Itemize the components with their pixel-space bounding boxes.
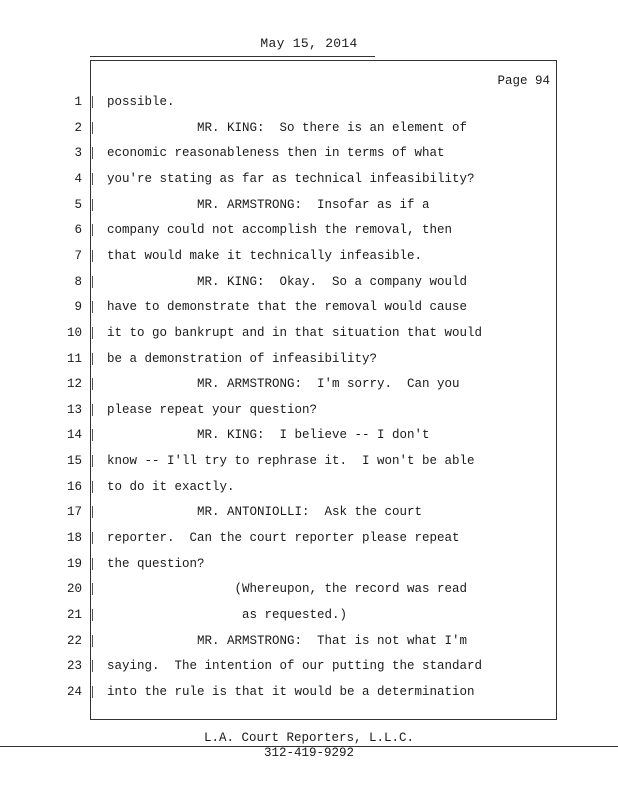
transcript-line xyxy=(0,221,618,239)
margin-tick xyxy=(92,429,93,441)
line-number: 9 xyxy=(74,300,82,315)
line-text: have to demonstrate that the removal would cause xyxy=(107,300,468,315)
line-text: know -- I'll try to rephrase it. I won't be able xyxy=(107,454,475,469)
line-text: MR. KING: Okay. So a company would xyxy=(107,274,468,289)
margin-tick xyxy=(92,558,93,570)
transcript-line xyxy=(0,529,618,547)
line-number: 7 xyxy=(74,248,82,263)
line-number: 22 xyxy=(66,633,82,648)
transcript-line xyxy=(0,401,618,419)
line-number: 15 xyxy=(66,454,82,469)
line-text: economic reasonableness then in terms of what xyxy=(107,146,445,161)
margin-tick xyxy=(92,660,93,672)
line-number: 14 xyxy=(66,428,82,443)
margin-tick xyxy=(92,353,93,365)
margin-tick xyxy=(92,404,93,416)
transcript-line xyxy=(0,298,618,316)
line-number: 13 xyxy=(66,402,82,417)
margin-tick xyxy=(92,199,93,211)
line-number: 4 xyxy=(74,171,82,186)
line-number: 12 xyxy=(66,377,82,392)
line-text: please repeat your question? xyxy=(107,402,318,417)
line-text: MR. ARMSTRONG: That is not what I'm xyxy=(107,633,468,648)
page-label: Page 94 xyxy=(497,74,550,88)
line-text: to do it exactly. xyxy=(107,479,235,494)
margin-tick xyxy=(92,173,93,185)
transcript-line xyxy=(0,452,618,470)
transcript-line xyxy=(0,93,618,111)
line-number: 18 xyxy=(66,531,82,546)
margin-tick xyxy=(92,327,93,339)
margin-tick xyxy=(92,532,93,544)
transcript-line xyxy=(0,350,618,368)
line-text: reporter. Can the court reporter please repeat xyxy=(107,531,460,546)
transcript-line xyxy=(0,196,618,214)
line-text: it to go bankrupt and in that situation that would xyxy=(107,325,483,340)
header-date: May 15, 2014 xyxy=(260,36,358,51)
transcript-line xyxy=(0,247,618,265)
line-number: 16 xyxy=(66,479,82,494)
line-number: 21 xyxy=(66,608,82,622)
line-number: 8 xyxy=(74,274,82,289)
margin-tick xyxy=(92,250,93,262)
margin-tick xyxy=(92,122,93,134)
margin-tick xyxy=(92,481,93,493)
transcript-line xyxy=(0,324,618,342)
line-number: 19 xyxy=(66,556,82,571)
transcript-line xyxy=(0,555,618,573)
line-number: 17 xyxy=(66,505,82,520)
transcript-line xyxy=(0,503,618,521)
line-number: 24 xyxy=(66,684,82,699)
line-text: into the rule is that it would be a determination xyxy=(107,684,475,699)
transcript-line xyxy=(0,375,618,393)
line-text: MR. KING: So there is an element of xyxy=(107,120,468,135)
footer-phone: 312-419-9292 xyxy=(263,746,354,760)
margin-tick xyxy=(92,96,93,108)
margin-tick xyxy=(92,301,93,313)
transcript-line xyxy=(0,119,618,137)
transcript-line xyxy=(0,478,618,496)
transcript-line xyxy=(0,606,618,624)
line-text: that would make it technically infeasible. xyxy=(107,248,423,263)
line-text: MR. KING: I believe -- I don't xyxy=(107,428,430,443)
margin-tick xyxy=(92,224,93,236)
line-text: as requested.) xyxy=(107,608,348,622)
line-number: 3 xyxy=(74,146,82,161)
line-number: 5 xyxy=(74,197,82,212)
margin-tick xyxy=(92,455,93,467)
line-text: the question? xyxy=(107,556,205,571)
line-number: 23 xyxy=(66,659,82,674)
line-number: 10 xyxy=(66,325,82,340)
margin-tick xyxy=(92,378,93,390)
margin-tick xyxy=(92,506,93,518)
margin-tick xyxy=(92,609,93,621)
transcript-line xyxy=(0,657,618,675)
margin-tick xyxy=(92,583,93,595)
line-text: company could not accomplish the removal, then xyxy=(107,223,453,238)
transcript-line xyxy=(0,683,618,701)
line-text: MR. ANTONIOLLI: Ask the court xyxy=(107,505,423,520)
footer-name: L.A. Court Reporters, L.L.C. xyxy=(203,731,415,745)
line-text: (Whereupon, the record was read xyxy=(107,582,468,597)
line-number: 2 xyxy=(74,120,82,135)
line-text: you're stating as far as technical infeasibility? xyxy=(107,171,475,186)
line-number: 1 xyxy=(74,95,82,109)
line-number: 6 xyxy=(74,223,82,238)
transcript-line xyxy=(0,632,618,650)
transcript-line xyxy=(0,144,618,162)
line-text: possible. xyxy=(107,95,175,109)
line-text: MR. ARMSTRONG: Insofar as if a xyxy=(107,197,430,212)
line-number: 11 xyxy=(66,351,82,366)
transcript-line xyxy=(0,170,618,188)
margin-tick xyxy=(92,686,93,698)
line-text: MR. ARMSTRONG: I'm sorry. Can you xyxy=(107,377,460,392)
margin-tick xyxy=(92,635,93,647)
transcript-line xyxy=(0,580,618,598)
margin-tick xyxy=(92,276,93,288)
line-text: be a demonstration of infeasibility? xyxy=(107,351,378,366)
top-rule xyxy=(90,56,375,57)
line-number: 20 xyxy=(66,582,82,597)
transcript-line xyxy=(0,426,618,444)
margin-tick xyxy=(92,147,93,159)
transcript-line xyxy=(0,273,618,291)
line-text: saying. The intention of our putting the standard xyxy=(107,659,483,674)
